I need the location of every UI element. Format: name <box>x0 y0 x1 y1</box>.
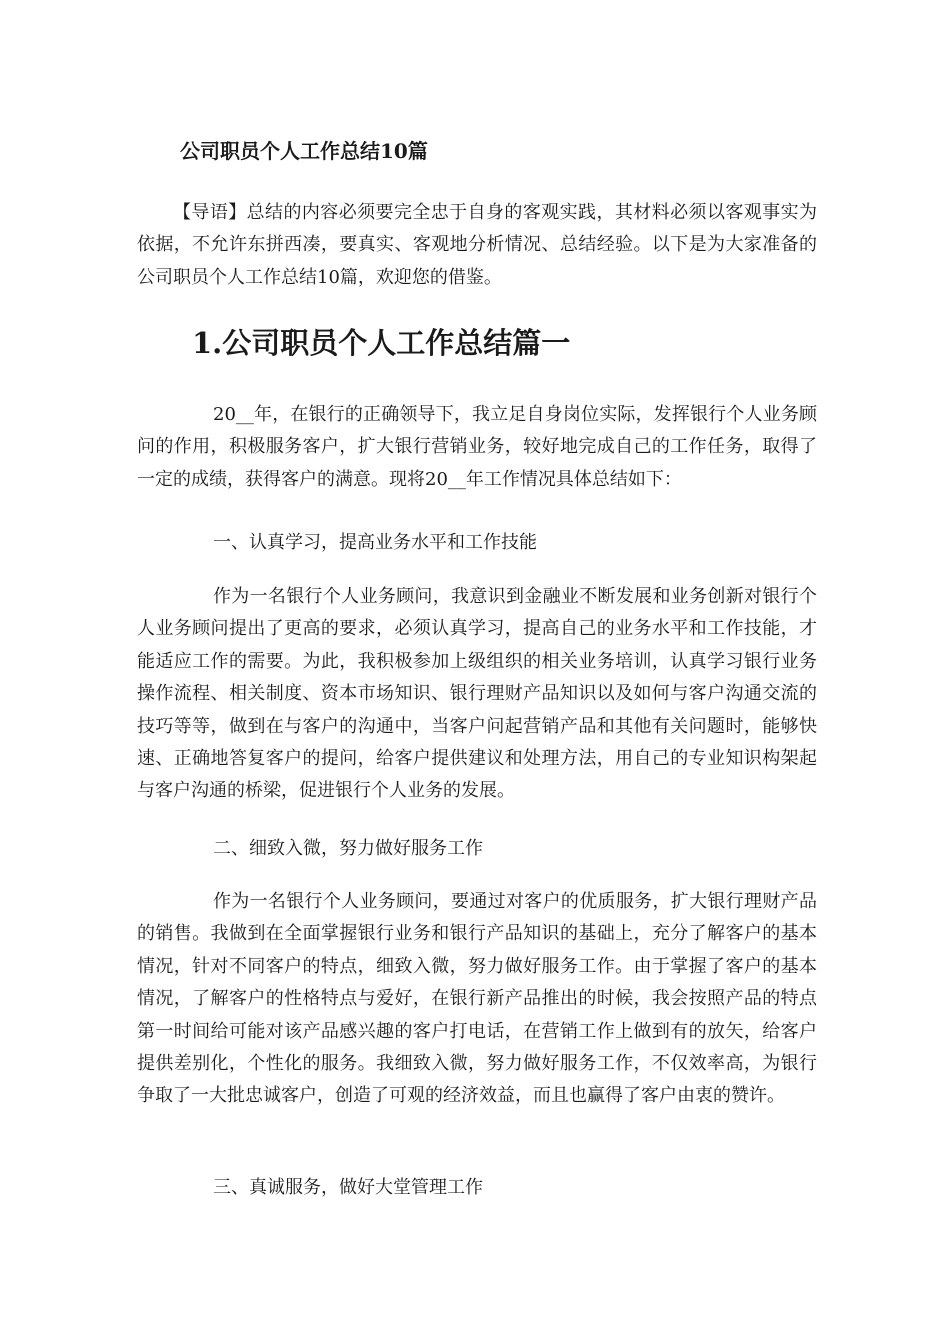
subheading-2: 二、细致入微，努力做好服务工作 <box>213 838 483 859</box>
paragraph-1: 20__年，在银行的正确领导下，我立足自身岗位实际，发挥银行个人业务顾问的作用，积极服务客户，扩大银行营销业务，较好地完成自己的工作任务，取得了一定的成绩，获得客户的满意。现将20__年工作情况具体总结如下： <box>137 404 817 490</box>
intro-paragraph: 【导语】总结的内容必须要完全忠于自身的客观实践，其材料必须以客观事实为依据，不允许东拼西凑，要真实、客观地分析情况、总结经验。以下是为大家准备的公司职员个人工作总结10篇，欢迎您的借鉴。 <box>137 202 817 288</box>
subheading-3: 三、真诚服务，做好大堂管理工作 <box>213 1177 483 1198</box>
section-title: 1.公司职员个人工作总结篇一 <box>192 326 571 360</box>
subheading-1: 一、认真学习，提高业务水平和工作技能 <box>213 532 537 553</box>
document-title: 公司职员个人工作总结10篇 <box>180 139 428 163</box>
paragraph-3: 作为一名银行个人业务顾问，要通过对客户的优质服务，扩大银行理财产品的销售。我做到在全面掌握银行业务和银行产品知识的基础上，充分了解客户的基本情况，针对不同客户的特点，细致入微，努力做好服务工作。由于掌握了客户的基本情况，了解客户的性格特点与爱好，在银行新产品推出的时候，我会按照产品的特点第一时间给可能对该产品感兴趣的客户打电话，在营销工作上做到有的放矢，给客户提供差别化，个性化的服务。我细致入微，努力做好服务工作，不仅效率高，为银行争取了一大批忠诚客户，创造了可观的经济效益，而且也赢得了客户由衷的赞许。 <box>137 891 817 1107</box>
paragraph-2: 作为一名银行个人业务顾问，我意识到金融业不断发展和业务创新对银行个人业务顾问提出了更高的要求，必须认真学习，提高自己的业务水平和工作技能，才能适应工作的需要。为此，我积极参加上级组织的相关业务培训，认真学习银行业务操作流程、相关制度、资本市场知识、银行理财产品知识以及如何与客户沟通交流的技巧等等，做到在与客户的沟通中，当客户问起营销产品和其他有关问题时，能够快速、正确地答复客户的提问，给客户提供建议和处理方法，用自己的专业知识构架起与客户沟通的桥梁，促进银行个人业务的发展。 <box>137 586 817 802</box>
